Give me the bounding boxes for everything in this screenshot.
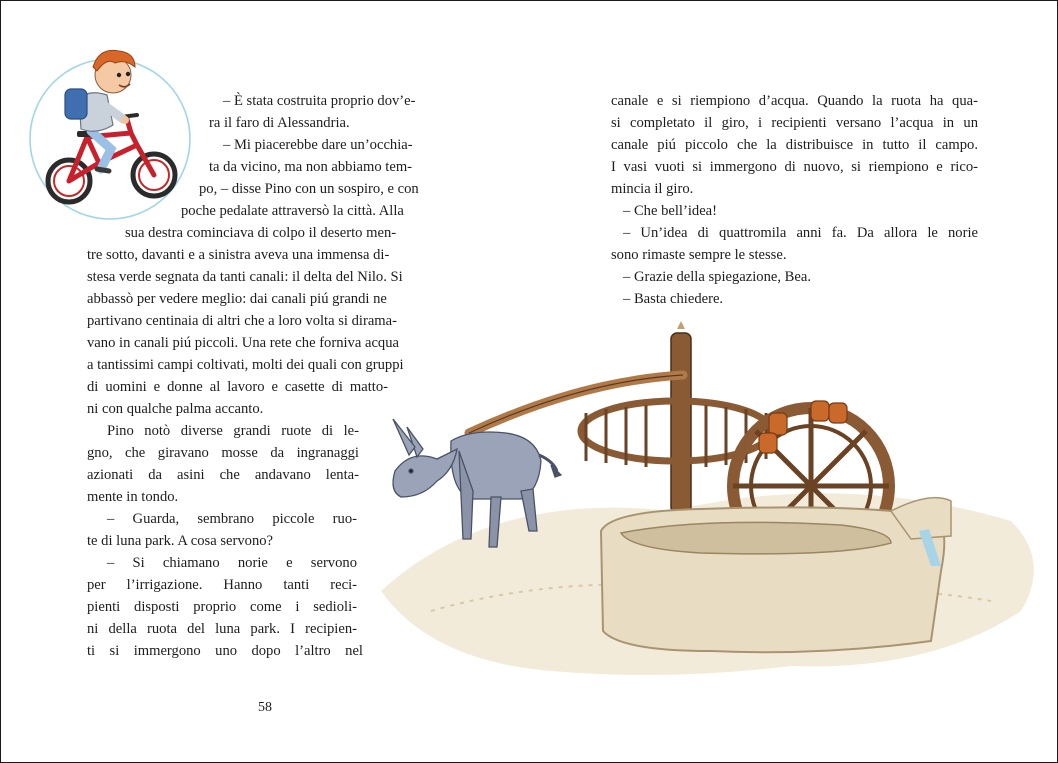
text-line: mincia il giro. <box>611 181 694 197</box>
text-line: – Guarda, sembrano piccole ruo- <box>107 511 357 527</box>
text-line: – Un’idea di quattromila anni fa. Da allora le norie <box>623 225 978 241</box>
text-line: – Che bell’idea! <box>623 203 718 219</box>
donkey <box>393 419 561 547</box>
text-line: te di luna park. A cosa servono? <box>87 533 274 549</box>
text-line: abbassò per vedere meglio: dai canali piú grandi ne <box>87 291 387 307</box>
text-line: si completato il giro, i recipienti versano l’acqua in un <box>611 115 978 131</box>
text-line: canale e si riempiono d’acqua. Quando la ruota ha qua- <box>611 93 978 109</box>
text-line: Pino notò diverse grandi ruote di le- <box>107 423 359 439</box>
text-line: per l’irrigazione. Hanno tanti reci- <box>87 577 357 593</box>
text-line: di uomini e donne al lavoro e casette di matto- <box>87 379 388 395</box>
text-line: ni con qualche palma accanto. <box>87 401 264 417</box>
text-line: – Basta chiedere. <box>623 291 724 307</box>
text-line: – È stata costruita proprio dov’e- <box>223 93 416 109</box>
text-line: poche pedalate attraversò la città. Alla <box>181 203 404 219</box>
text-line: – Mi piacerebbe dare un’occhia- <box>223 137 413 153</box>
text-line: azionati da asini che andavano lenta- <box>87 467 359 483</box>
noria-donkey-illustration <box>371 321 1051 691</box>
text-line: stesa verde segnata da tanti canali: il delta del Nilo. Si <box>87 269 403 285</box>
text-line: tre sotto, davanti e a sinistra aveva una immensa di- <box>87 247 390 263</box>
text-line: ni della ruota del luna park. I recipien- <box>87 621 357 637</box>
text-line: gno, che giravano mosse da ingranaggi <box>87 445 359 461</box>
text-line: vano in canali piú piccoli. Una rete che forniva acqua <box>87 335 400 351</box>
text-line: – Si chiamano norie e servono <box>107 555 357 571</box>
text-line: mente in tondo. <box>87 489 179 505</box>
text-line: pienti disposti proprio come i sedioli- <box>87 599 357 615</box>
text-line: sono rimaste sempre le stesse. <box>611 247 787 263</box>
page-number: 58 <box>258 700 272 715</box>
text-line: sua destra cominciava di colpo il deserto men- <box>125 225 397 241</box>
text-line: a tantissimi campi coltivati, molti dei quali con gruppi <box>87 357 404 373</box>
text-line: po, – disse Pino con un sospiro, e con <box>199 181 419 197</box>
text-line: ti si immergono uno dopo l’altro nel <box>87 643 363 659</box>
text-line: – Grazie della spiegazione, Bea. <box>623 269 812 285</box>
text-line: ta da vicino, ma non abbiamo tem- <box>209 159 413 175</box>
text-line: I vasi vuoti si immergono di nuovo, si riempiono e rico- <box>611 159 978 175</box>
text-line: partivano centinaia di altri che a loro volta si dirama- <box>87 313 397 329</box>
text-line: canale piú piccolo che la distribuisce in tutto il campo. <box>611 137 978 153</box>
text-line: ra il faro di Alessandria. <box>209 115 350 131</box>
boy-on-bicycle-illustration <box>27 45 193 225</box>
